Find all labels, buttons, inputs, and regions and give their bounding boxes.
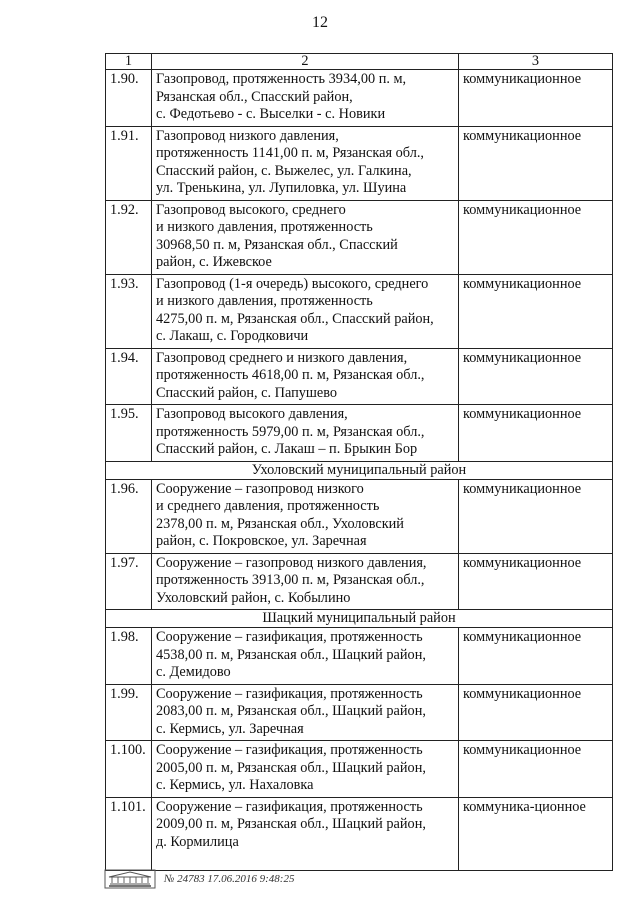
item-description [152,126,459,200]
description-line: Газопровод, протяженность 3934,00 п. м, [156,71,407,87]
item-description [152,405,459,462]
description-line: Ухоловский район, с. Кобылино [156,589,351,606]
table-row [106,684,613,741]
item-description [152,628,459,685]
description-line: район, с. Ижевское [156,254,272,270]
item-type: коммуникационное [459,348,613,405]
table-row [106,200,613,274]
section-header-row [106,610,613,628]
document-serial-stamp: № 24783 17.06.2016 9:48:25 [164,873,295,885]
registry-table-body [106,54,613,871]
item-number: 1.99. [106,684,152,741]
description-line: с. Кермись, ул. Заречная [156,720,304,737]
description-line: 2009,00 п. м, Рязанская обл., Шацкий район, [156,816,426,832]
item-description [152,479,459,553]
description-line: 4275,00 п. м, Рязанская обл., Спасский район, [156,310,434,327]
item-number: 1.96. [106,479,152,553]
item-type: коммуникационное [459,628,613,685]
item-type: коммуникационное [459,405,613,462]
header-row [106,54,613,70]
description-line: и низкого давления, протяженность [156,219,373,235]
description-line: с. Кермись, ул. Нахаловка [156,777,314,793]
item-number: 1.101. [106,797,152,871]
description-line: Спасский район, с. Выжелес, ул. Галкина, [156,162,412,179]
description-line: Сооружение – газификация, протяженность [156,798,423,815]
item-description [152,684,459,741]
description-line: 4538,00 п. м, Рязанская обл., Шацкий район, [156,646,426,663]
section-title: Шацкий муниципальный район [106,610,613,628]
description-line: д. Кормилица [156,833,239,850]
description-line: 2378,00 п. м, Рязанская обл., Ухоловский [156,515,404,532]
table-row [106,741,613,798]
section-title: Ухоловский муниципальный район [106,461,613,479]
description-line: Сооружение – газопровод низкого [156,480,364,497]
item-type: коммуникационное [459,479,613,553]
description-line: и среднего давления, протяженность [156,498,380,514]
item-type: коммуникационное [459,126,613,200]
description-line: 2005,00 п. м, Рязанская обл., Шацкий район, [156,759,426,776]
header-col-3: 3 [459,54,613,70]
item-type: коммуникационное [459,274,613,348]
header-col-1: 1 [106,54,152,70]
item-number: 1.97. [106,553,152,610]
description-line: ул. Тренькина, ул. Лупиловка, ул. Шуина [156,180,407,196]
item-number: 1.100. [106,741,152,798]
item-description [152,553,459,610]
description-line: протяженность 4618,00 п. м, Рязанская обл., [156,367,425,383]
description-line: 30968,50 п. м, Рязанская обл., Спасский [156,236,398,253]
description-line: протяженность 5979,00 п. м, Рязанская обл., [156,423,425,440]
item-type: коммуника-ционное [459,797,613,871]
table-row [106,348,613,405]
description-line: Рязанская обл., Спасский район, [156,88,353,105]
description-line: Сооружение – газопровод низкого давления, [156,554,427,571]
item-description [152,797,459,871]
description-line: с. Демидово [156,664,231,680]
item-description [152,200,459,274]
description-line: протяженность 3913,00 п. м, Рязанская обл., [156,572,425,588]
page-number: 12 [312,14,328,31]
description-line: район, с. Покровское, ул. Заречная [156,533,367,549]
description-line: Газопровод низкого давления, [156,127,339,144]
item-description [152,274,459,348]
description-line: Сооружение – газификация, протяженность [156,742,423,758]
description-line: и низкого давления, протяженность [156,293,373,309]
table-row [106,628,613,685]
header-col-2: 2 [152,54,459,70]
item-type: коммуникационное [459,70,613,127]
table-row [106,479,613,553]
item-description [152,348,459,405]
description-line: Газопровод среднего и низкого давления, [156,349,408,366]
description-line: 2083,00 п. м, Рязанская обл., Шацкий район, [156,703,426,719]
description-line: Газопровод высокого давления, [156,406,348,422]
description-line: Газопровод (1-я очередь) высокого, среднего [156,275,429,292]
description-line: Спасский район, с. Лакаш – п. Брыкин Бор [156,441,418,457]
item-type: коммуникационное [459,553,613,610]
section-header-row [106,461,613,479]
description-line: Газопровод высокого, среднего [156,201,346,218]
table-row [106,274,613,348]
table-row [106,797,613,871]
table-row [106,70,613,127]
description-line: Спасский район, с. Папушево [156,384,338,401]
item-type: коммуникационное [459,741,613,798]
description-line: протяженность 1141,00 п. м, Рязанская обл., [156,145,424,161]
footer [104,868,294,890]
item-number: 1.95. [106,405,152,462]
item-number: 1.90. [106,70,152,127]
item-description [152,741,459,798]
government-building-logo [104,869,156,889]
item-number: 1.94. [106,348,152,405]
registry-table [105,53,613,871]
item-number: 1.98. [106,628,152,685]
description-line: Сооружение – газификация, протяженность [156,629,423,645]
table-row [106,126,613,200]
description-line: Сооружение – газификация, протяженность [156,685,423,702]
table-row [106,405,613,462]
item-number: 1.91. [106,126,152,200]
item-type: коммуникационное [459,200,613,274]
item-number: 1.93. [106,274,152,348]
description-line: с. Лакаш, с. Городковичи [156,328,309,344]
item-number: 1.92. [106,200,152,274]
item-type: коммуникационное [459,684,613,741]
item-description [152,70,459,127]
description-line: с. Федотьево - с. Выселки - с. Новики [156,106,386,122]
table-row [106,553,613,610]
